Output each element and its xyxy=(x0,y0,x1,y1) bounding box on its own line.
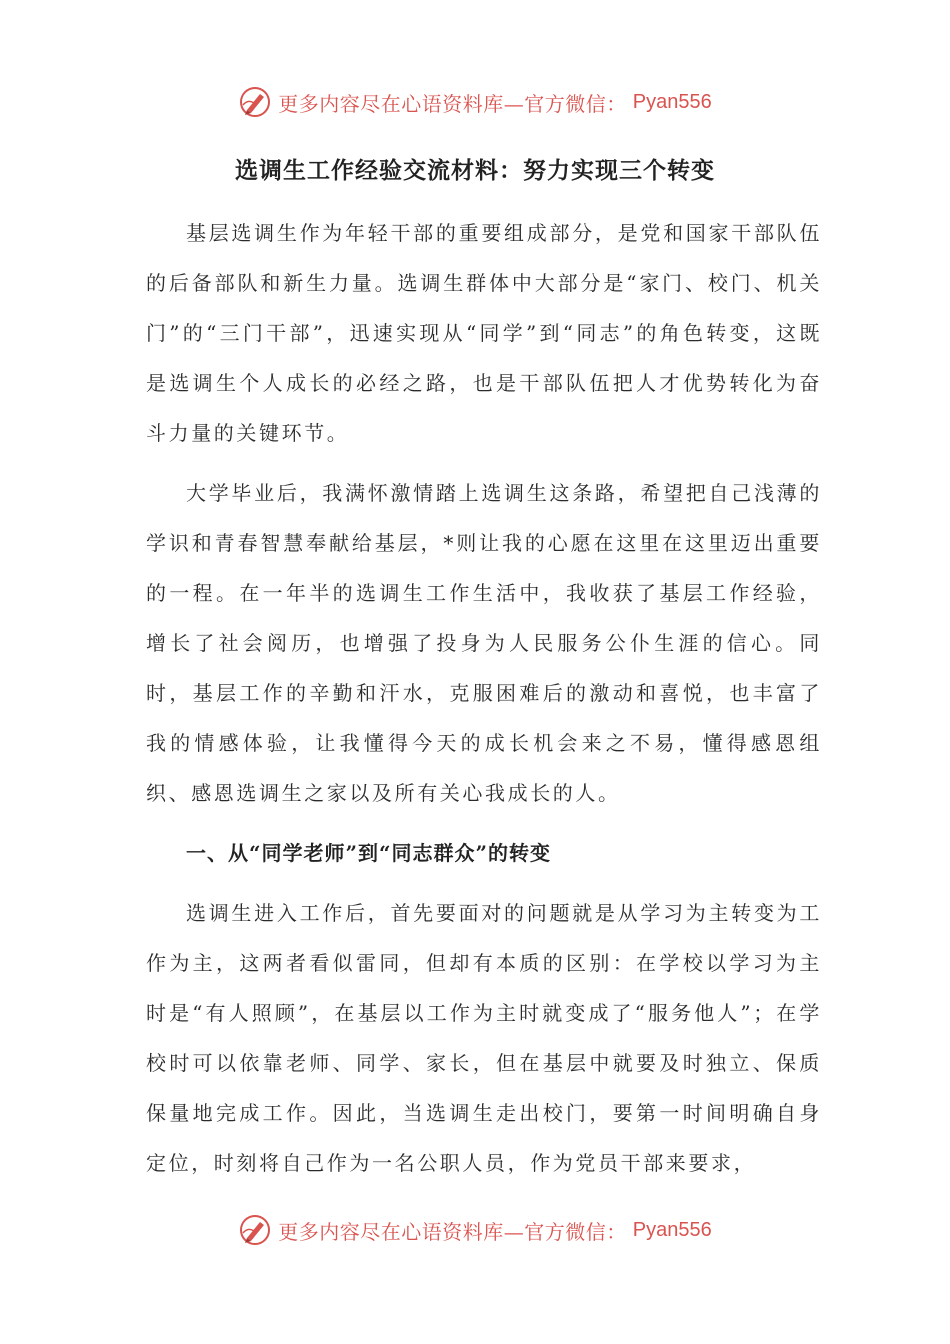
document-title: 选调生工作经验交流材料：努力实现三个转变 xyxy=(235,157,715,184)
banner-wechat-id: Pyan556 xyxy=(632,1218,712,1241)
footer-watermark-banner xyxy=(0,1210,950,1250)
section-heading-1: 一、从“同学老师”到“同志群众”的转变 xyxy=(186,841,552,865)
paragraph-section-1: 选调生进入工作后，首先要面对的问题就是从学习为主转变为工作为主，这两者看似雷同，但却有本质的区别：在学校以学习为主时是“有人照顾”，在基层以工作为主时就变成了“服务他人”；在学校时可以依靠老师、同学、家长，但在基层中就要及时独立、保质保量地完成工作。因此，当选调生走出校门，要第一时间明确自身定位，时刻将自己作为一名公职人员，作为党员干部来要求， xyxy=(146,901,822,1175)
banner-text: 更多内容尽在心语资料库—官方微信： xyxy=(278,1219,627,1244)
header-watermark-banner xyxy=(0,82,950,122)
banner-text: 更多内容尽在心语资料库—官方微信： xyxy=(278,91,627,116)
pen-logo-icon xyxy=(238,85,272,119)
paragraph-intro: 基层选调生作为年轻干部的重要组成部分，是党和国家干部队伍的后备部队和新生力量。选调生群体中大部分是“家门、校门、机关门”的“三门干部”，迅速实现从“同学”到“同志”的角色转变，这既是选调生个人成长的必经之路，也是干部队伍把人才优势转化为奋斗力量的关键环节。 xyxy=(146,221,822,445)
document-body xyxy=(146,208,822,1198)
pen-logo-icon xyxy=(238,1213,272,1247)
banner-wechat-id: Pyan556 xyxy=(632,90,712,113)
paragraph-experience: 大学毕业后，我满怀激情踏上选调生这条路，希望把自己浅薄的学识和青春智慧奉献给基层，*则让我的心愿在这里在这里迈出重要的一程。在一年半的选调生工作生活中，我收获了基层工作经验，增长了社会阅历，也增强了投身为人民服务公仆生涯的信心。同时，基层工作的辛勤和汗水，克服困难后的激动和喜悦，也丰富了我的情感体验，让我懂得今天的成长机会来之不易，懂得感恩组织、感恩选调生之家以及所有关心我成长的人。 xyxy=(146,481,822,805)
